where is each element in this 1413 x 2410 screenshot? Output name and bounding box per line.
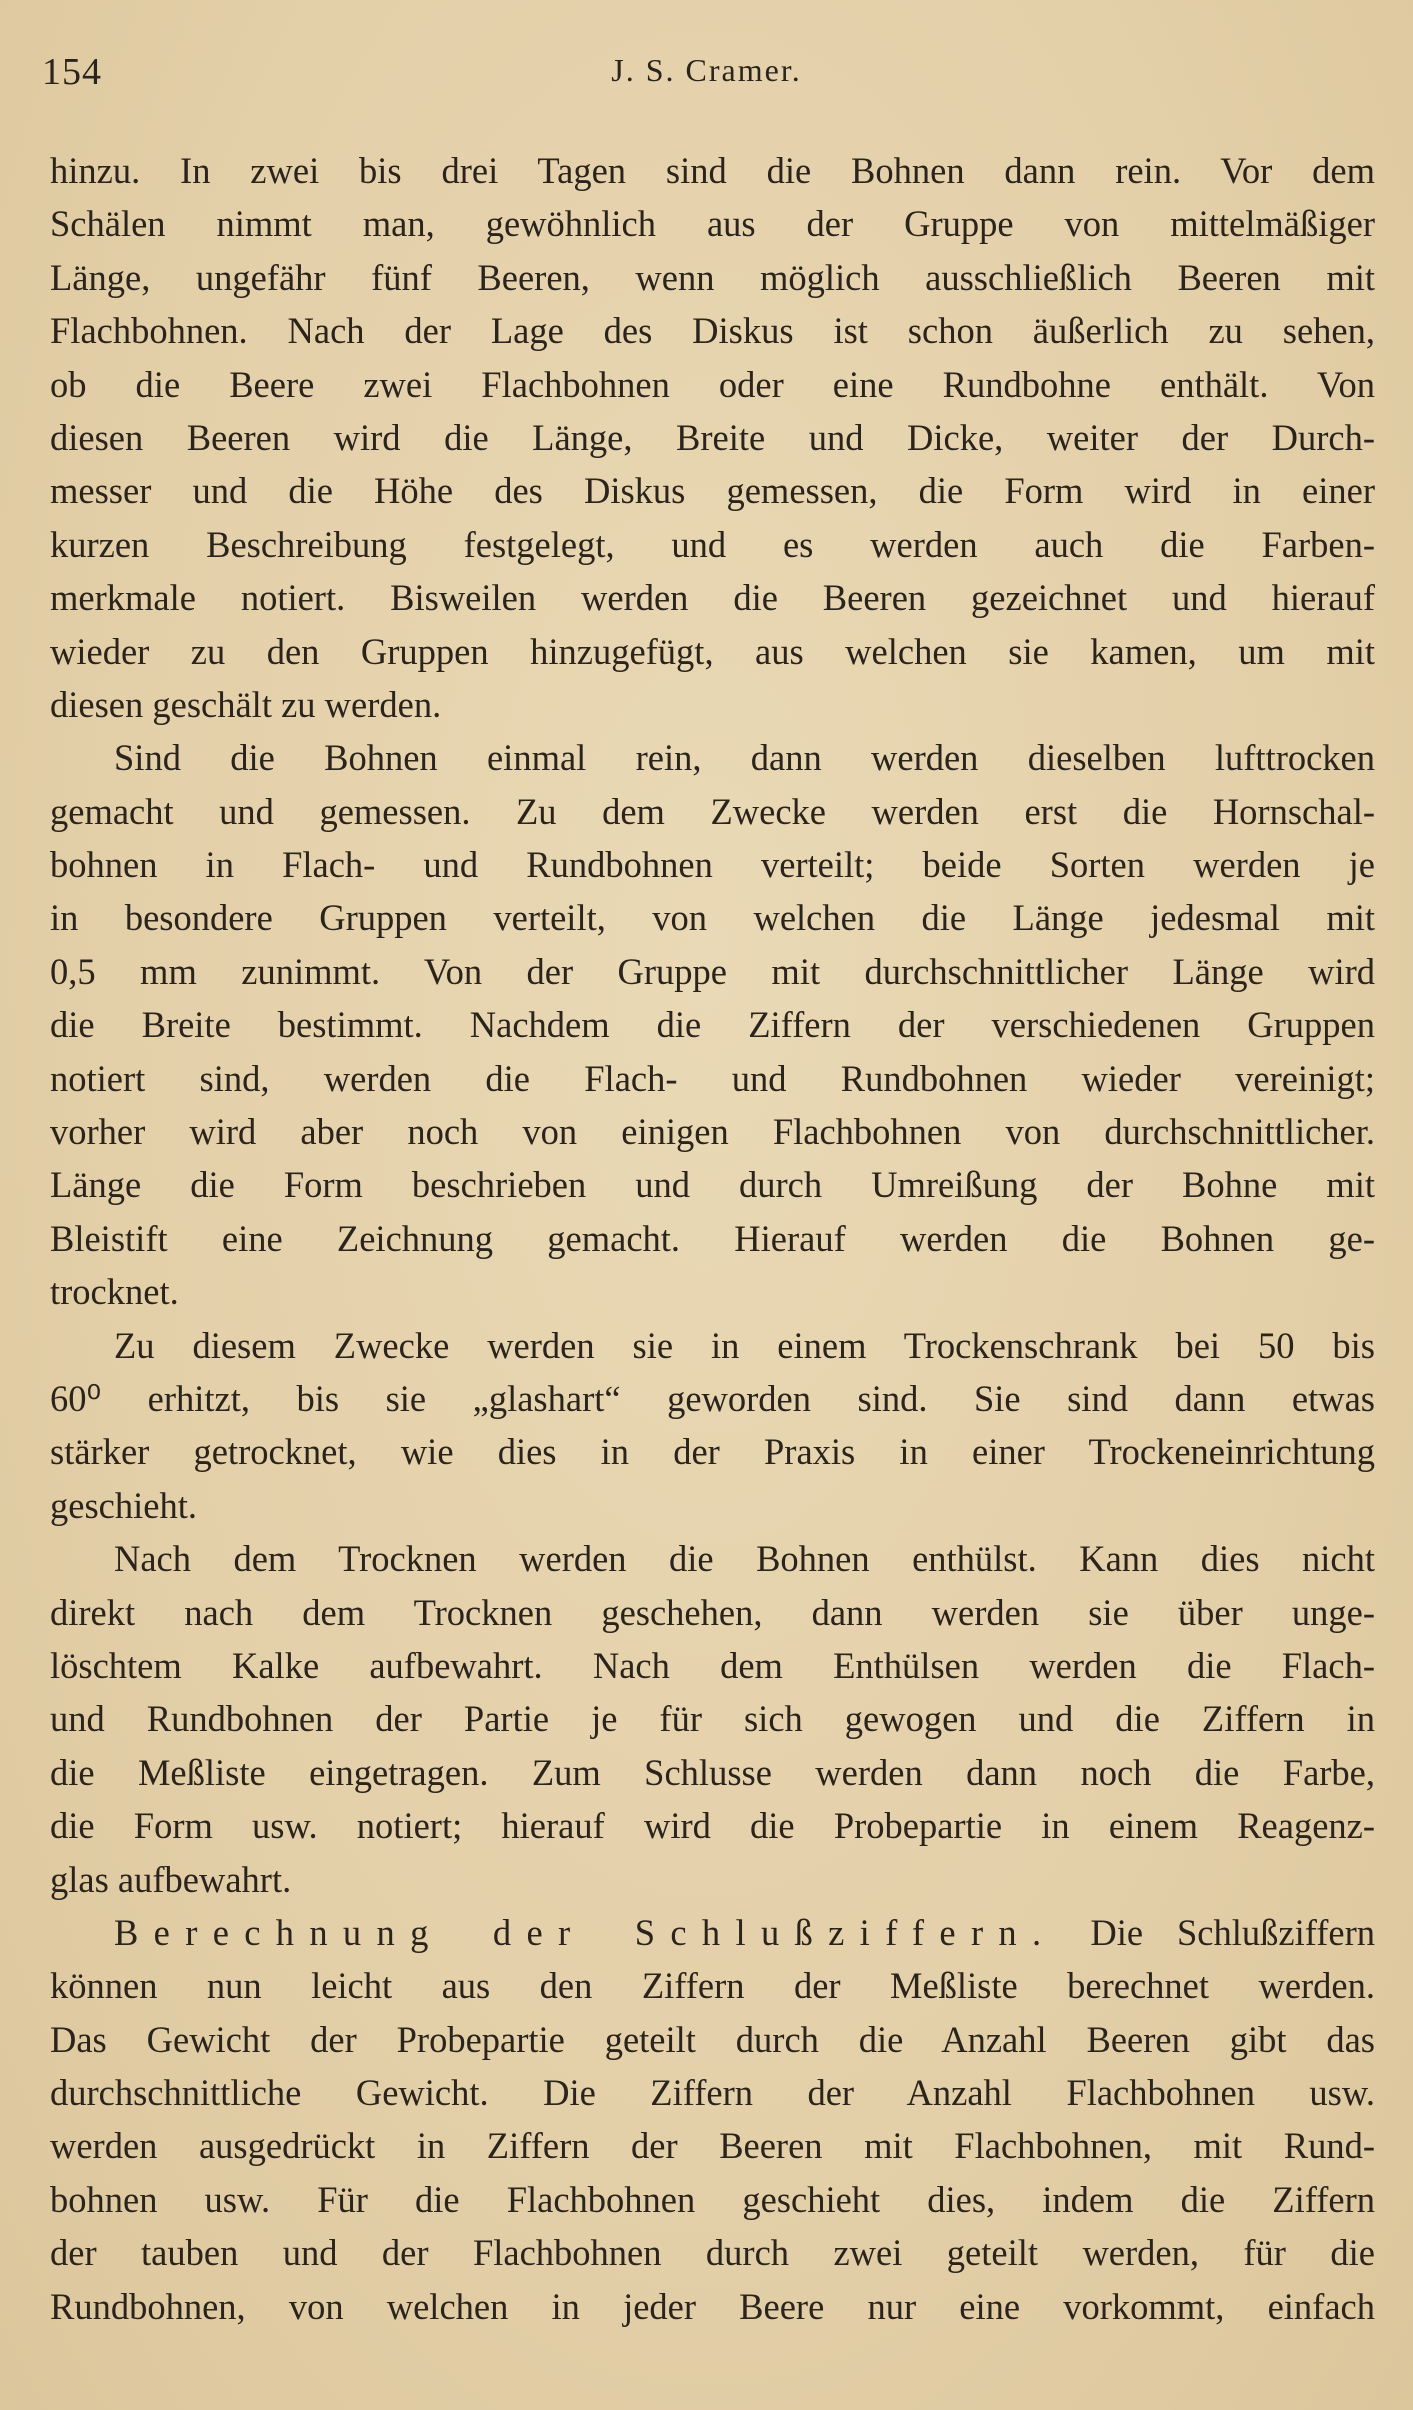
text-line: die Form usw. notiert; hierauf wird die Probepartie in einem Reagenz- xyxy=(50,1805,1375,1847)
text-line: bohnen usw. Für die Flachbohnen geschieht dies, indem die Ziffern xyxy=(50,2178,1375,2220)
text-line: löschtem Kalke aufbewahrt. Nach dem Enthülsen werden die Flach- xyxy=(50,1644,1375,1686)
text-line: trocknet. xyxy=(50,1271,179,1313)
section-heading-line xyxy=(50,1906,1375,1959)
text-line: notiert sind, werden die Flach- und Rundbohnen wieder vereinigt; xyxy=(50,1057,1375,1099)
page-number: 154 xyxy=(42,51,102,93)
text-line: direkt nach dem Trocknen geschehen, dann werden sie über unge- xyxy=(50,1591,1375,1633)
text-line: Bleistift eine Zeichnung gemacht. Hierauf werden die Bohnen ge- xyxy=(50,1217,1375,1259)
text-line: wieder zu den Gruppen hinzugefügt, aus welchen sie kamen, um mit xyxy=(50,630,1375,672)
running-head: J. S. Cramer. xyxy=(611,52,802,88)
text-line: die Meßliste eingetragen. Zum Schlusse werden dann noch die Farbe, xyxy=(50,1751,1375,1793)
text-line: hinzu. In zwei bis drei Tagen sind die Bohnen dann rein. Vor dem xyxy=(50,150,1375,191)
text-line: Nach dem Trocknen werden die Bohnen enthülst. Kann dies nicht xyxy=(114,1538,1375,1580)
text-line: glas aufbewahrt. xyxy=(50,1858,292,1900)
text-line: vorher wird aber noch von einigen Flachbohnen von durchschnittlicher. xyxy=(50,1111,1375,1153)
text-line: Die Schlußziffern xyxy=(1090,1911,1375,1953)
text-line: Zu diesem Zwecke werden sie in einem Trockenschrank bei 50 bis xyxy=(114,1324,1375,1366)
text-line: der tauben und der Flachbohnen durch zwei geteilt werden, für die xyxy=(50,2232,1375,2274)
text-line: kurzen Beschreibung festgelegt, und es werden auch die Farben- xyxy=(50,523,1375,565)
text-line: 60⁰ erhitzt, bis sie „glashart“ geworden sind. Sie sind dann etwas xyxy=(50,1377,1375,1419)
text-line: Rundbohnen, von welchen in jeder Beere nur eine vorkommt, einfach xyxy=(50,2285,1375,2327)
text-line: werden ausgedrückt in Ziffern der Beeren mit Flachbohnen, mit Rund- xyxy=(50,2125,1375,2167)
text-line: stärker getrocknet, wie dies in der Praxis in einer Trockeneinrichtung xyxy=(50,1431,1375,1473)
text-line: in besondere Gruppen verteilt, von welchen die Länge jedesmal mit xyxy=(50,897,1375,939)
text-line: können nun leicht aus den Ziffern der Meßliste berechnet werden. xyxy=(50,1965,1375,2007)
text-line: ob die Beere zwei Flachbohnen oder eine Rundbohne enthält. Von xyxy=(50,363,1375,405)
text-line: gemacht und gemessen. Zu dem Zwecke werden erst die Hornschal- xyxy=(50,790,1375,832)
section-heading: Berechnung der Schlußziffern. xyxy=(114,1911,1057,1953)
text-line: die Breite bestimmt. Nachdem die Ziffern der verschiedenen Gruppen xyxy=(50,1004,1375,1046)
body-text xyxy=(50,144,1375,2333)
text-line: Länge die Form beschrieben und durch Umreißung der Bohne mit xyxy=(50,1164,1375,1206)
text-line: Das Gewicht der Probepartie geteilt durch die Anzahl Beeren gibt das xyxy=(50,2018,1375,2060)
text-line: Schälen nimmt man, gewöhnlich aus der Gruppe von mittelmäßiger xyxy=(50,203,1375,245)
text-line: durchschnittliche Gewicht. Die Ziffern der Anzahl Flachbohnen usw. xyxy=(50,2072,1375,2114)
text-line: diesen geschält zu werden. xyxy=(50,683,442,725)
text-line: merkmale notiert. Bisweilen werden die Beeren gezeichnet und hierauf xyxy=(50,577,1375,619)
text-line: diesen Beeren wird die Länge, Breite und Dicke, weiter der Durch- xyxy=(50,416,1375,458)
text-line: Sind die Bohnen einmal rein, dann werden dieselben lufttrocken xyxy=(114,737,1375,779)
text-line: und Rundbohnen der Partie je für sich gewogen und die Ziffern in xyxy=(50,1698,1375,1740)
text-line: geschieht. xyxy=(50,1484,197,1526)
text-line: messer und die Höhe des Diskus gemessen, die Form wird in einer xyxy=(50,470,1375,512)
text-line: 0,5 mm zunimmt. Von der Gruppe mit durchschnittlicher Länge wird xyxy=(50,950,1375,992)
text-line: bohnen in Flach- und Rundbohnen verteilt; beide Sorten werden je xyxy=(50,844,1375,886)
text-line: Flachbohnen. Nach der Lage des Diskus ist schon äußerlich zu sehen, xyxy=(50,310,1375,352)
text-line: Länge, ungefähr fünf Beeren, wenn möglich ausschließlich Beeren mit xyxy=(50,256,1375,298)
